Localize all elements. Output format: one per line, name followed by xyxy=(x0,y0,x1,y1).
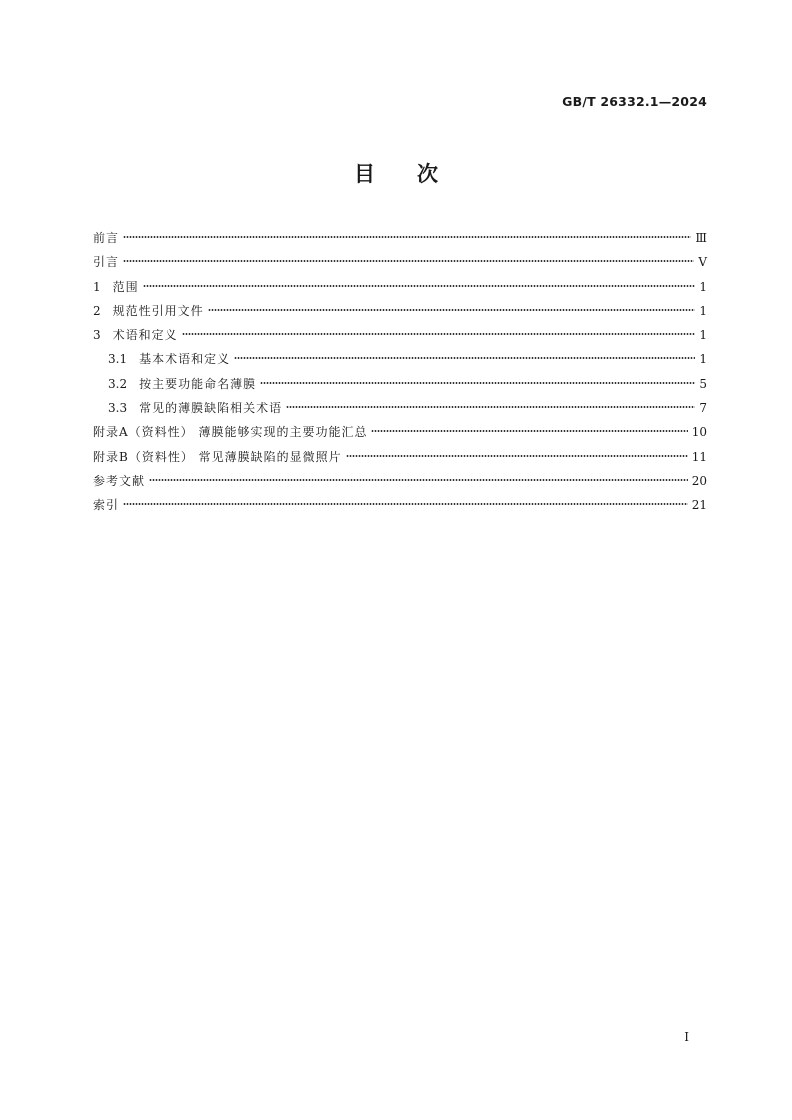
toc-entry-label: 附录A（资料性） 薄膜能够实现的主要功能汇总 xyxy=(93,425,368,440)
toc-entry-text: 规范性引用文件 xyxy=(112,303,204,318)
toc-entry-film-defect-terms[interactable] xyxy=(93,396,707,420)
toc-entry-text: 基本术语和定义 xyxy=(139,352,231,367)
page-number: I xyxy=(684,1030,689,1044)
toc-entry-label xyxy=(93,323,178,347)
toc-entry-number: 3.1 xyxy=(108,352,128,367)
dot-leader xyxy=(143,285,695,287)
toc-entry-text: 范围 xyxy=(112,279,139,294)
toc-entry-page: 7 xyxy=(699,401,707,416)
toc-entry-annex-a[interactable] xyxy=(93,420,707,444)
toc-entry-page: 1 xyxy=(699,303,707,318)
toc-entry-basic-terms[interactable] xyxy=(93,347,707,371)
toc-entry-terms-definitions[interactable] xyxy=(93,323,707,347)
toc-entry-scope[interactable] xyxy=(93,275,707,299)
toc-entry-page: 11 xyxy=(691,449,707,464)
toc-entry-introduction[interactable] xyxy=(93,250,707,274)
toc-entry-number: 1 xyxy=(93,279,101,294)
dot-leader xyxy=(123,260,694,262)
toc-entry-label xyxy=(93,299,204,323)
toc-entry-label xyxy=(108,396,282,420)
dot-leader xyxy=(149,479,688,481)
toc-entry-number: 2 xyxy=(93,303,101,318)
toc-entry-label: 引言 xyxy=(93,255,120,270)
toc-entry-label: 前言 xyxy=(93,231,120,245)
dot-leader xyxy=(123,236,691,238)
toc-entry-text: 术语和定义 xyxy=(112,328,178,343)
toc-entry-page: 1 xyxy=(699,279,707,294)
toc-entry-annex-b[interactable] xyxy=(93,445,707,469)
dot-leader xyxy=(371,430,687,432)
standard-number: GB/T 26332.1—2024 xyxy=(562,94,707,109)
dot-leader xyxy=(346,455,688,457)
dot-leader xyxy=(234,357,695,359)
toc-entry-page: 10 xyxy=(691,425,707,440)
dot-leader xyxy=(286,406,695,408)
toc-entry-number: 3 xyxy=(93,328,101,343)
dot-leader xyxy=(208,309,695,311)
toc-entry-page: 20 xyxy=(691,473,707,488)
page-title: 目次 xyxy=(354,162,480,186)
toc-entry-films-by-function[interactable] xyxy=(93,372,707,396)
toc-entry-page: 5 xyxy=(699,376,707,391)
toc-entry-page: 1 xyxy=(699,328,707,343)
toc-entry-bibliography[interactable] xyxy=(93,469,707,493)
toc-entry-label: 附录B（资料性） 常见薄膜缺陷的显微照片 xyxy=(93,449,342,464)
toc-entry-label xyxy=(93,275,139,299)
toc-entry-label: 索引 xyxy=(93,498,120,513)
dot-leader xyxy=(123,503,688,505)
toc-entry-page: Ⅴ xyxy=(698,255,707,270)
toc-entry-number: 3.2 xyxy=(108,376,128,391)
table-of-contents xyxy=(93,226,707,518)
toc-entry-index[interactable] xyxy=(93,493,707,517)
toc-entry-number: 3.3 xyxy=(108,401,128,416)
toc-entry-label xyxy=(108,347,230,371)
toc-entry-foreword[interactable] xyxy=(93,226,707,250)
toc-entry-normative-references[interactable] xyxy=(93,299,707,323)
toc-entry-label xyxy=(108,372,256,396)
toc-entry-page: 21 xyxy=(691,498,707,513)
toc-entry-page: 1 xyxy=(699,352,707,367)
toc-entry-label: 参考文献 xyxy=(93,473,146,488)
dot-leader xyxy=(182,333,695,335)
toc-entry-text: 按主要功能命名薄膜 xyxy=(139,376,257,391)
toc-entry-text: 常见的薄膜缺陷相关术语 xyxy=(139,401,283,416)
toc-entry-page: Ⅲ xyxy=(695,231,707,245)
dot-leader xyxy=(260,382,695,384)
